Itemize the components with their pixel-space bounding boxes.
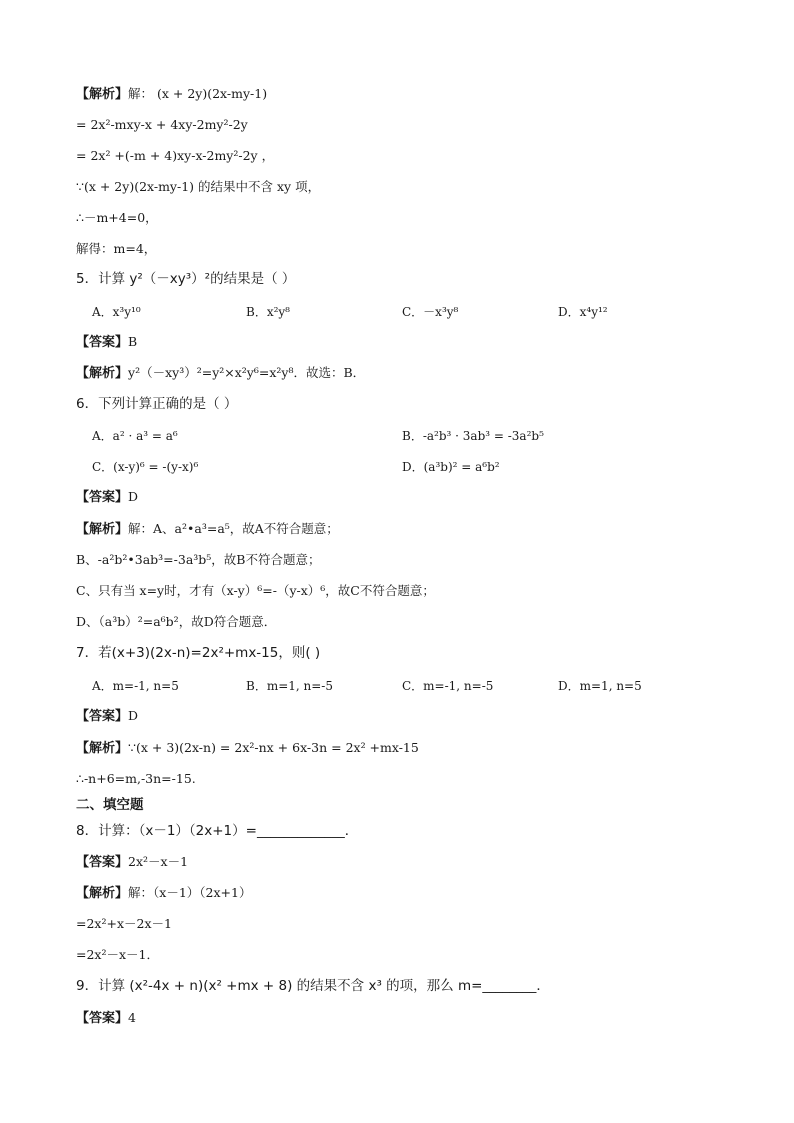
q5-option-c: C．－x³y⁸ — [402, 305, 459, 319]
q6-analysis-step: D、（a³b）²=a⁶b²，故D符合题意． — [76, 614, 277, 629]
q7-analysis-text: ∵(x + 3)(2x-n) = 2x²-nx + 6x-3n = 2x² +mx-15 — [128, 740, 419, 755]
answer-tag: 【答案】 — [76, 709, 129, 724]
q4-analysis-step: = 2x² +(-m + 4)xy-x-2my²-2y ， — [76, 148, 275, 163]
q6-option-c: C．(x-y)⁶ = -(y-x)⁶ — [92, 460, 199, 474]
q6-option-a: A．a² · a³ = a⁶ — [92, 429, 178, 443]
q6-analysis-step: C、只有当 x=y时，才有（x-y）⁶=-（y-x）⁶，故C不符合题意； — [76, 583, 435, 598]
analysis-tag: 【解析】 — [76, 366, 129, 381]
q7-option-b: B．m=1, n=-5 — [246, 679, 333, 693]
q5-option-d: D．x⁴y¹² — [558, 305, 608, 319]
analysis-tag: 【解析】 — [76, 87, 129, 102]
q5-answer: B — [128, 334, 138, 349]
q9-stem: 9．计算 (x²-4x + n)(x² +mx + 8) 的结果不含 x³ 的项，那么 m=________． — [76, 978, 550, 994]
q6-option-d: D．(a³b)² = a⁶b² — [402, 460, 500, 474]
q4-analysis-line — [76, 86, 267, 103]
analysis-tag: 【解析】 — [76, 886, 129, 901]
analysis-tag: 【解析】 — [76, 522, 129, 537]
answer-tag: 【答案】 — [76, 335, 129, 350]
q5-analysis-line — [76, 365, 365, 382]
q5-option-b: B．x²y⁸ — [246, 305, 290, 319]
q8-analysis-step: =2x²－x－1． — [76, 947, 159, 962]
q4-analysis-step: ∵(x + 2y)(2x-my-1) 的结果中不含 xy 项， — [76, 179, 321, 194]
q8-analysis-line — [76, 885, 251, 902]
q8-analysis-text: 解：（x－1）（2x+1） — [128, 885, 252, 900]
q9-answer: 4 — [128, 1010, 136, 1025]
q6-analysis-text: 解：A、a²•a³=a⁵，故A不符合题意； — [128, 521, 339, 536]
q8-answer-line — [76, 854, 188, 871]
q8-stem: 8．计算：（x－1）（2x+1）=_____________． — [76, 823, 359, 839]
answer-tag: 【答案】 — [76, 490, 129, 505]
q4-analysis-text: 解： (x + 2y)(2x-my-1) — [128, 86, 268, 101]
q6-analysis-line — [76, 521, 339, 538]
analysis-tag: 【解析】 — [76, 741, 129, 756]
q7-option-c: C．m=-1, n=-5 — [402, 679, 494, 693]
q6-option-b: B．-a²b³ · 3ab³ = -3a²b⁵ — [402, 429, 544, 443]
q7-option-d: D．m=1, n=5 — [558, 679, 642, 693]
q4-analysis-step: 解得：m=4， — [76, 241, 157, 256]
q5-option-a: A．x³y¹⁰ — [92, 305, 141, 319]
q4-analysis-step: = 2x²-mxy-x + 4xy-2my²-2y — [76, 117, 248, 132]
answer-tag: 【答案】 — [76, 855, 129, 870]
q5-analysis: y²（－xy³）²=y²×x²y⁶=x²y⁸．故选：B． — [128, 365, 366, 380]
section-heading: 二、填空题 — [76, 797, 144, 813]
q8-analysis-step: =2x²+x－2x－1 — [76, 916, 172, 931]
q5-answer-line — [76, 334, 137, 351]
q9-answer-line — [76, 1010, 136, 1027]
answer-tag: 【答案】 — [76, 1011, 129, 1026]
q7-option-a: A．m=-1, n=5 — [92, 679, 179, 693]
q7-stem: 7．若(x+3)(2x-n)=2x²+mx-15，则( ) — [76, 645, 321, 661]
q7-answer: D — [128, 708, 139, 723]
q6-answer-line — [76, 489, 138, 506]
q7-answer-line — [76, 708, 138, 725]
q7-analysis-line — [76, 740, 419, 757]
q8-answer: 2x²－x－1 — [128, 854, 189, 869]
q4-analysis-step: ∴－m+4=0， — [76, 210, 158, 225]
q6-stem: 6．下列计算正确的是（ ） — [76, 396, 238, 412]
q6-answer: D — [128, 489, 139, 504]
q7-analysis-step: ∴-n+6=m,-3n=-15. — [76, 771, 196, 786]
q5-stem: 5．计算 y²（－xy³）²的结果是（ ） — [76, 271, 296, 287]
q6-analysis-step: B、-a²b²•3ab³=-3a³b⁵，故B不符合题意； — [76, 552, 321, 567]
